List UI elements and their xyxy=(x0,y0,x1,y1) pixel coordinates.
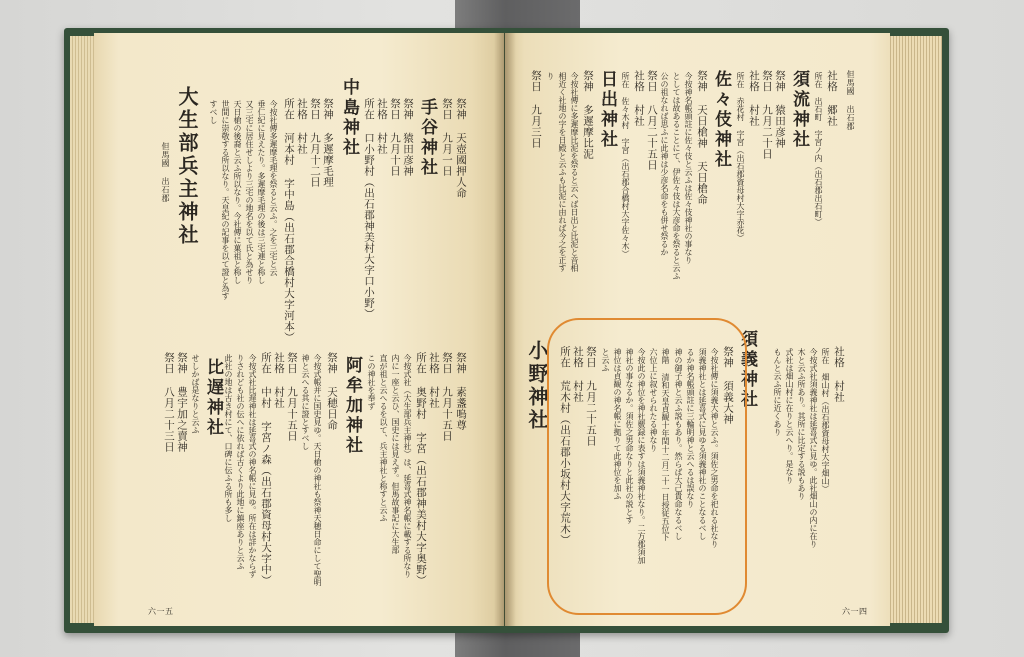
left-page-edges xyxy=(70,36,96,623)
text-column: 木と云ふ所あり。其所に比定する説もあり xyxy=(797,348,806,500)
text-column: 所在 中村 字宮ノ森（出石郡資母村大字中） xyxy=(260,352,272,586)
text-column: 垂仁紀に見えたり。多遲摩毛理の後は三宅連と称し xyxy=(257,100,266,284)
text-column: この神社を奉ず xyxy=(367,354,376,410)
text-column: 所在 奥野村 字宮（出石郡神美村大字奥野） xyxy=(415,352,427,586)
highlight-annotation xyxy=(547,318,747,615)
text-column: 祭神 多遲摩毛理 xyxy=(322,98,334,188)
text-column: 今按式社須義神社は延喜式に見ゆ。此社畑山の内に在り xyxy=(809,348,818,548)
text-column: 社格 村社 xyxy=(833,346,845,403)
text-column: 今按式帳并に国史見ゆ。天日槍の神社も祭神天穂日命にして聖明 xyxy=(313,354,322,586)
text-column: り xyxy=(546,72,555,80)
text-column: 祭日 八月二十五日 xyxy=(646,70,658,171)
text-column: 祭神 天穂日命 xyxy=(326,352,338,431)
section-heading: 比遅神社 xyxy=(203,358,223,438)
text-column: 社格 郷社 xyxy=(826,70,838,127)
text-column: 六位上に叙せられたる神なり xyxy=(649,348,658,452)
text-column: 社格 村社 xyxy=(428,352,440,409)
left-page-number: 六一五 xyxy=(148,607,174,616)
text-column: 祭日 九月二十日 xyxy=(761,70,773,160)
text-column: 内に一座と云ひ、国史には見えず。但馬故事記に大生部 xyxy=(391,354,400,554)
text-column: 今按神名帳頭註に佐々伎と云ふは佐々伎神社の事なり xyxy=(684,72,693,264)
text-column: 公の祖なれば思ふに此神は少彦名命をも併せ祭るか xyxy=(660,72,669,256)
text-column: 社格 村社 xyxy=(572,346,584,403)
text-column: 天日槍の後裔と云ふ所以なり。今社傳に菓祖と称し xyxy=(233,100,242,284)
text-column: 祭日 九月三日 xyxy=(530,70,542,149)
text-column: るか神名帳頭註に三輪明神と云へるは誤なり xyxy=(686,348,695,508)
text-column: 祭神 天日槍神 天日槍命 xyxy=(696,70,708,205)
text-column: 祭日 九月十二日 xyxy=(309,98,321,188)
text-column: 此社の地は古き村にて、口碑に伝ふる所も多し xyxy=(224,354,233,522)
text-column: 直が祖と云へるを以て、兵主神社と称すと云ふ xyxy=(379,354,388,522)
section-heading: 小野神社 xyxy=(525,340,549,432)
text-column: すべし xyxy=(209,100,218,124)
text-column: 祭神 須義大神 xyxy=(722,346,734,425)
text-column: 神位は貞観の神名帳に拠りて此神位を加ふ xyxy=(613,348,622,500)
text-column: 祭日 九月十五日 xyxy=(441,352,453,442)
text-column: 世間に崇敬する所以なり。天皇紀の記事を以て證と為す xyxy=(221,100,230,300)
text-column: 今按式社（大生部兵主神社）は、延喜式神名帳に載する所なり xyxy=(403,354,412,578)
section-heading: 中島神社 xyxy=(339,78,359,158)
text-column: 所在 出石町 字宮ノ内（出石郡出石町） xyxy=(814,72,823,226)
section-heading: 手谷神社 xyxy=(417,98,437,178)
text-column: 祭神 多遲摩比泥 xyxy=(582,70,594,160)
text-column: 神社の事なるか。須佐之男命なりと此社の説とす xyxy=(625,348,634,524)
text-column: 社格 村社 xyxy=(633,70,645,127)
text-column: りされども社の伝へに依れば古くより此地に鎮座ありと云ふ xyxy=(236,354,245,570)
text-column: 今按社傳多遲摩毛理を祭ると云ふ。之を三宅と云 xyxy=(269,100,278,276)
text-column: 所在 河本村 字中島（出石郡合橋村大字河本） xyxy=(283,98,295,343)
text-column: 須義神社とは延喜式に見ゆる須義神社のことなるべし xyxy=(698,348,707,540)
text-column: 祭日 九月十日 xyxy=(389,98,401,177)
text-column: 所在 佐々木村 字宮（出石郡合橋村大字佐々木） xyxy=(621,72,630,258)
text-column: 祭日 九月二十五日 xyxy=(585,346,597,447)
text-column: 社格 村社 xyxy=(273,352,285,409)
text-column: 神階 清和天皇貞観十年閏十二月二十一日授従五位下 xyxy=(661,348,670,541)
text-column: 祭神 豊宇加之賣神 xyxy=(176,352,188,453)
text-column: 祭神 素盞嗚尊 xyxy=(455,352,467,431)
section-heading: 佐々伎神社 xyxy=(711,70,731,170)
text-column: 所在 畑山村（出石郡資母村大字畑山） xyxy=(821,348,830,493)
text-column: 祭日 九月十五日 xyxy=(286,352,298,442)
section-heading: 須義神社 xyxy=(737,330,757,410)
left-running-head: 但馬國 出石郡 xyxy=(161,142,170,203)
section-heading: 阿牟加神社 xyxy=(342,356,362,456)
text-column: と云ふ xyxy=(601,348,610,372)
text-column: 祭日 八月二十三日 xyxy=(163,352,175,453)
text-column: 所在 口小野村（出石郡神美村大字口小野） xyxy=(363,98,375,320)
text-column: 祭神 天壺國押人命 xyxy=(455,98,467,199)
section-heading: 日出神社 xyxy=(597,70,617,150)
right-page-number: 六一四 xyxy=(842,607,868,616)
section-heading: 須流神社 xyxy=(789,70,809,150)
right-page-edges xyxy=(888,36,942,623)
text-column: 式社は畑山村に在りと云へり。是なり xyxy=(785,348,794,484)
text-column: 祭神 猿田彦神 xyxy=(774,70,786,149)
text-column: 相近く社地の字を日殿と云ふも比泥に由れば今之を正す xyxy=(558,72,567,272)
text-column: 社格 村社 xyxy=(296,98,308,155)
right-running-head: 但馬國 出石郡 xyxy=(846,70,855,131)
text-column: 社格 村社 xyxy=(376,98,388,155)
text-column: 神と云へる其に證とすべし xyxy=(301,354,310,450)
text-column: 祭日 九月一日 xyxy=(441,98,453,177)
text-column: 所在 赤花村 字宮（出石郡資母村大字赤花） xyxy=(736,72,745,242)
text-column: 又三宅に居住せしより三宅の地名を以て氏と為せり xyxy=(245,100,254,284)
book-gutter xyxy=(494,33,516,626)
text-column: 今按社傳に多遲摩比泥を祭ると云へば日出と比泥と音相 xyxy=(570,72,579,272)
text-column: せしかば是なりと云ふ xyxy=(191,354,200,434)
text-column: もんと云ふ所に近くあり xyxy=(773,348,782,436)
text-column: 所在 荒木村（出石郡小坂村大字荒木） xyxy=(559,346,571,546)
text-column: 社格 村社 xyxy=(748,70,760,127)
text-column: 今按此の神位を神社覈録に表すは須義神社なり。二方郡須加 xyxy=(637,348,646,564)
section-heading: 大生部兵主神社 xyxy=(175,86,199,247)
text-column: としては故あることにて、伊佐々伎は大彦命を祭ると云ふ xyxy=(672,72,681,280)
text-column: 今按式社比遅神社は延喜式の神名帳に見ゆ。所在は詳かならず xyxy=(248,354,257,578)
text-column: 神の御子神と云ふ説もあり。然らば大己貴命なるべし xyxy=(674,348,683,540)
text-column: 今按社傳に須義大神と云ふ。須佐之男命を祀れる社なり xyxy=(710,348,719,548)
text-column: 祭神 猿田彦神 xyxy=(402,98,414,177)
